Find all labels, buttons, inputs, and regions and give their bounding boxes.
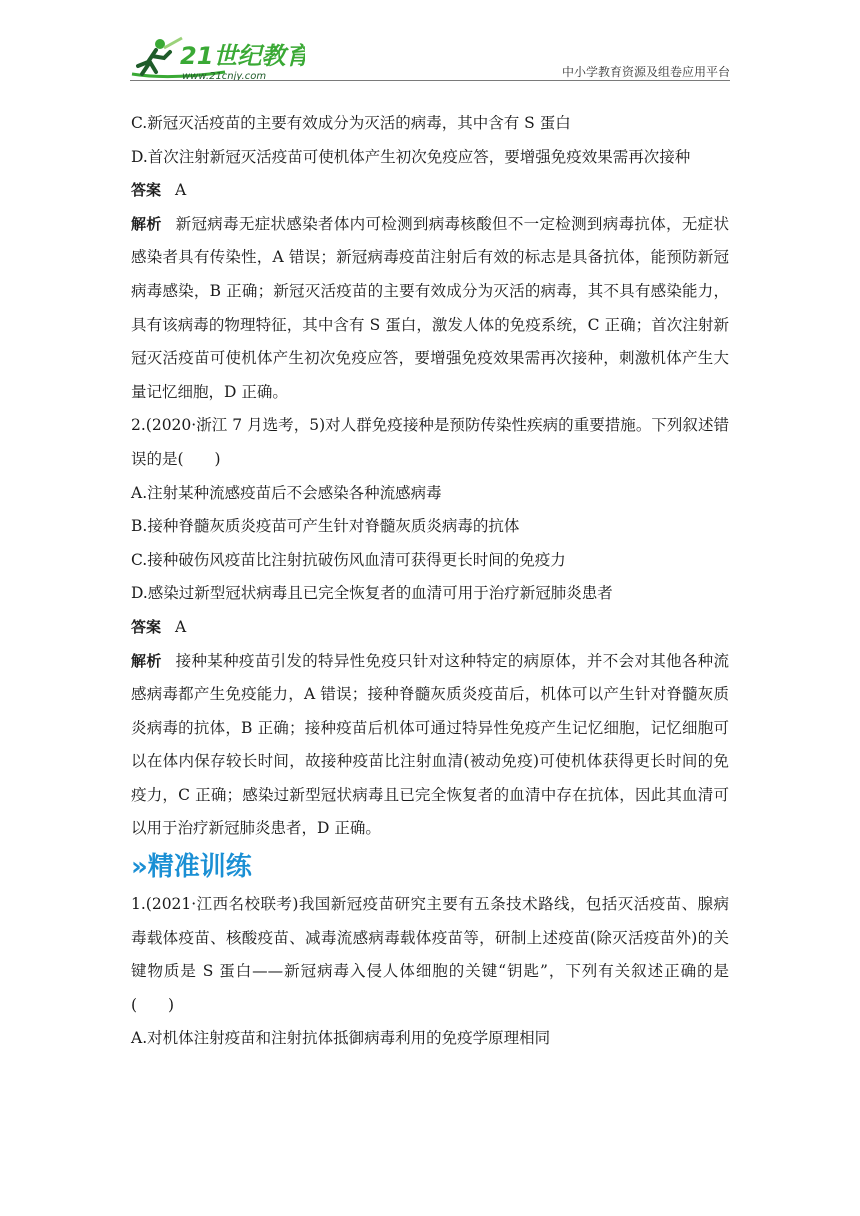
q2-answer [131, 611, 729, 645]
q1-analysis [131, 208, 729, 410]
site-logo [130, 34, 305, 82]
q1-option-d: D.首次注射新冠灭活疫苗可使机体产生初次免疫应答，要增强免疫效果需再次接种 [131, 147, 691, 166]
q2-analysis [131, 645, 729, 847]
q3-option-a: A.对机体注射疫苗和注射抗体抵御病毒利用的免疫学原理相同 [131, 1029, 551, 1048]
q1-option-c: C.新冠灭活疫苗的主要有效成分为灭活的病毒，其中含有 S 蛋白 [131, 114, 571, 132]
header-divider [130, 80, 730, 81]
section-title: »精准训练 [131, 852, 252, 883]
q2-option-b: B.接种脊髓灰质炎疫苗可产生针对脊髓灰质炎病毒的抗体 [131, 517, 520, 536]
answer-value: A [175, 617, 187, 636]
analysis-label: 解析 [131, 651, 162, 670]
q2-question: 2.(2020·浙江 7 月选考，5)对人群免疫接种是预防传染性疾病的重要措施。下列叙述错误的是( ) [131, 416, 729, 468]
q3-question: 1.(2021·江西名校联考)我国新冠疫苗研究主要有五条技术路线，包括灭活疫苗、腺病毒载体疫苗、核酸疫苗、减毒流感病毒载体疫苗等，研制上述疫苗(除灭活疫苗外)的关键物质是 S 蛋白——新冠病毒入侵人体细胞的关键“钥匙”，下列有关叙述正确的是( ) [131, 895, 729, 1014]
q2-option-d: D.感染过新型冠状病毒且已完全恢复者的血清可用于治疗新冠肺炎患者 [131, 584, 613, 603]
answer-label: 答案 [131, 181, 162, 200]
q2-option-a: A.注射某种流感疫苗后不会感染各种流感病毒 [131, 483, 442, 502]
document-body [131, 107, 729, 1056]
answer-value: A [175, 181, 187, 200]
platform-tagline: 中小学教育资源及组卷应用平台 [561, 65, 730, 79]
logo-runner-icon [130, 34, 305, 82]
answer-label: 答案 [131, 617, 162, 636]
analysis-label: 解析 [131, 214, 162, 233]
svg-text:21世纪教育: 21世纪教育 [180, 42, 305, 70]
q2-option-c: C.接种破伤风疫苗比注射抗破伤风血清可获得更长时间的免疫力 [131, 550, 566, 569]
page-header [130, 30, 730, 82]
analysis-text: 新冠病毒无症状感染者体内可检测到病毒核酸但不一定检测到病毒抗体，无症状感染者具有传染性，A 错误；新冠病毒疫苗注射后有效的标志是具备抗体，能预防新冠病毒感染，B 正确；新冠灭活疫苗的主要有效成分为灭活的病毒，其不具有感染能力，具有该病毒的物理特征，其中含有 S 蛋白，激发人体的免疫系统，C 正确；首次注射新冠灭活疫苗可使机体产生初次免疫应答，要增强免疫效果需再次接种，刺激机体产生大量记忆细胞，D 正确。 [131, 214, 729, 401]
q1-answer [131, 174, 729, 208]
svg-text:www.21cnjy.com: www.21cnjy.com [182, 71, 267, 82]
analysis-text: 接种某种疫苗引发的特异性免疫只针对这种特定的病原体，并不会对其他各种流感病毒都产生免疫能力，A 错误；接种脊髓灰质炎疫苗后，机体可以产生针对脊髓灰质炎病毒的抗体，B 正确；接种疫苗后机体可通过特异性免疫产生记忆细胞，记忆细胞可以在体内保存较长时间，故接种疫苗比注射血清(被动免疫)可使机体获得更长时间的免疫力，C 正确；感染过新型冠状病毒且已完全恢复者的血清中存在抗体，因此其血清可以用于治疗新冠肺炎患者，D 正确。 [131, 651, 729, 838]
